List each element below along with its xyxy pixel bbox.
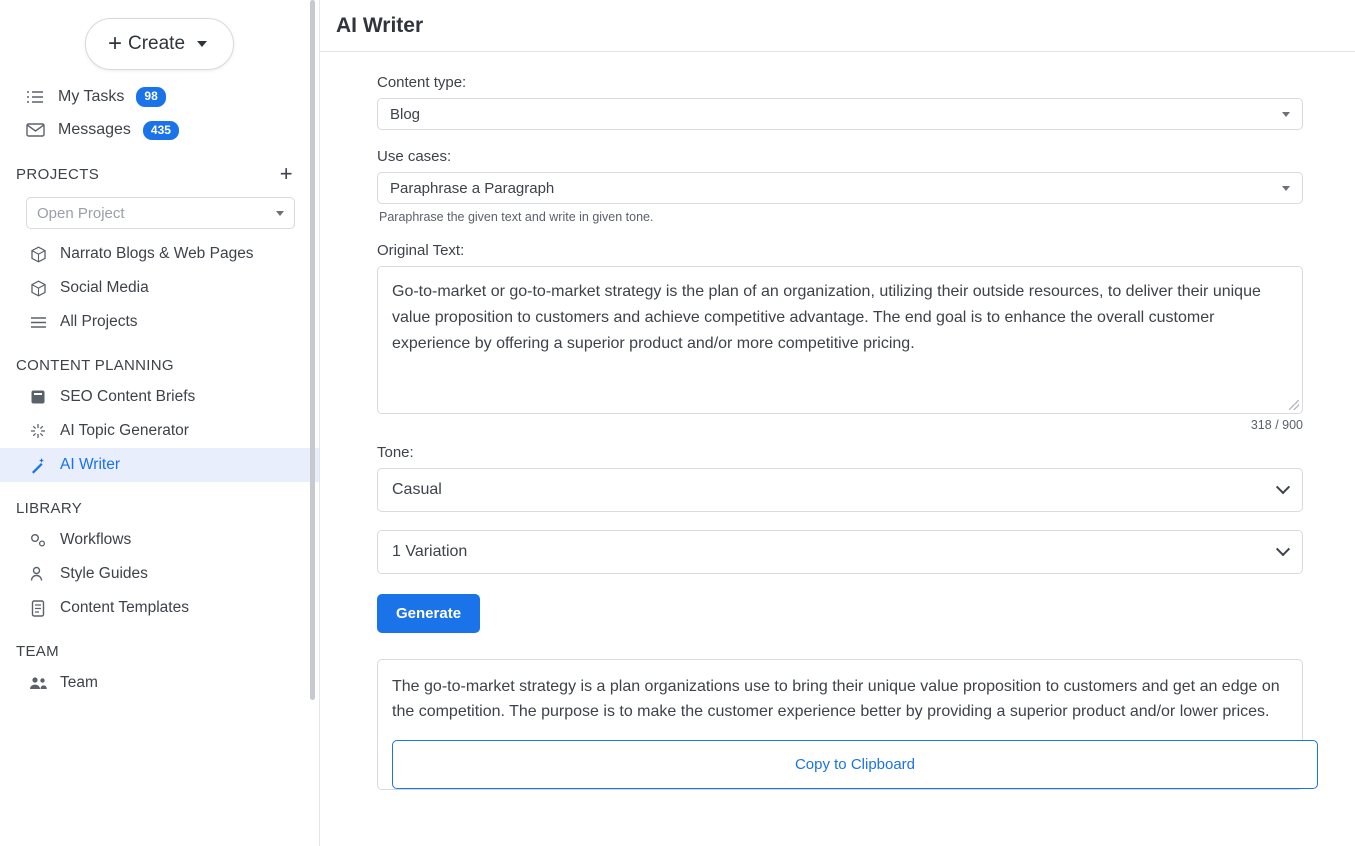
sidebar-item-ai-writer[interactable] bbox=[0, 448, 319, 482]
add-project-icon[interactable]: + bbox=[279, 161, 293, 187]
variation-select[interactable] bbox=[377, 530, 1303, 574]
sidebar-item-label: SEO Content Briefs bbox=[60, 388, 196, 406]
tasks-icon bbox=[24, 89, 46, 105]
use-cases-help-text: Paraphrase the given text and write in given tone. bbox=[379, 210, 654, 224]
cube-icon bbox=[28, 246, 48, 263]
sidebar-item-workflows[interactable] bbox=[0, 523, 319, 557]
resize-handle[interactable] bbox=[1289, 400, 1299, 410]
sidebar-item-seo-content-briefs[interactable] bbox=[0, 380, 319, 414]
sidebar bbox=[0, 0, 320, 846]
gears-icon bbox=[28, 532, 48, 548]
cube-icon bbox=[28, 280, 48, 297]
sidebar-item-all-projects[interactable] bbox=[0, 305, 319, 339]
sidebar-item-my-tasks[interactable] bbox=[0, 80, 319, 114]
sidebar-item-label: My Tasks bbox=[58, 87, 125, 105]
magic-wand-icon bbox=[28, 457, 48, 474]
chevron-down-icon bbox=[1282, 186, 1290, 191]
create-button-label: Create bbox=[127, 33, 186, 54]
sidebar-item-label: Content Templates bbox=[60, 599, 189, 617]
original-text-label: Original Text: bbox=[377, 242, 465, 259]
template-icon bbox=[28, 600, 48, 617]
sidebar-item-label: AI Writer bbox=[60, 456, 120, 474]
document-icon bbox=[28, 389, 48, 405]
team-title: TEAM bbox=[16, 643, 59, 661]
sidebar-item-narrato-blogs[interactable] bbox=[0, 237, 319, 271]
create-button[interactable] bbox=[85, 18, 234, 70]
content-type-select[interactable] bbox=[377, 98, 1303, 130]
sidebar-item-messages[interactable] bbox=[0, 114, 319, 148]
sidebar-item-label: All Projects bbox=[60, 313, 138, 331]
page-title: AI Writer bbox=[336, 13, 424, 37]
tone-label: Tone: bbox=[377, 444, 414, 461]
generate-button[interactable]: Generate bbox=[377, 594, 480, 633]
content-type-label: Content type: bbox=[377, 74, 467, 91]
chevron-down-icon bbox=[1276, 542, 1290, 556]
person-pen-icon bbox=[28, 566, 48, 582]
library-title: LIBRARY bbox=[16, 500, 83, 518]
people-icon bbox=[28, 676, 48, 690]
sidebar-item-style-guides[interactable] bbox=[0, 557, 319, 591]
original-text-value: Go-to-market or go-to-market strategy is the plan of an organization, utilizing their outside resources, to deliver their unique value proposition to customers and achieve competitive advantage. The end goal is to enhance the overall customer experience by offering a superior product and/or more competitive pricing. bbox=[392, 283, 1261, 352]
sidebar-item-social-media[interactable] bbox=[0, 271, 319, 305]
copy-to-clipboard-button[interactable]: Copy to Clipboard bbox=[392, 740, 1318, 789]
content-planning-title: CONTENT PLANNING bbox=[16, 357, 174, 375]
chevron-down-icon bbox=[276, 211, 284, 216]
create-button-wrapper bbox=[0, 0, 319, 80]
my-tasks-badge: 98 bbox=[136, 87, 165, 107]
main-panel bbox=[320, 0, 1355, 846]
sidebar-scrollbar-track[interactable] bbox=[312, 0, 317, 846]
main-header bbox=[320, 0, 1355, 52]
use-cases-select[interactable] bbox=[377, 172, 1303, 204]
ai-writer-form bbox=[320, 52, 1355, 790]
sparkle-icon bbox=[28, 423, 48, 439]
envelope-icon bbox=[24, 123, 46, 137]
chevron-down-icon bbox=[1276, 480, 1290, 494]
chevron-down-icon bbox=[1282, 112, 1290, 117]
generated-result-text: The go-to-market strategy is a plan organizations use to bring their unique value proposition to customers and get an edge on the competition. The purpose is to make the customer experience better by providing a superior product and/or lower prices. bbox=[392, 678, 1280, 720]
open-project-placeholder: Open Project bbox=[37, 204, 125, 222]
sidebar-item-label: Messages bbox=[58, 121, 131, 139]
sidebar-item-team[interactable] bbox=[0, 666, 319, 700]
plus-icon: + bbox=[107, 30, 122, 57]
sidebar-item-content-templates[interactable] bbox=[0, 591, 319, 625]
sidebar-item-label: Social Media bbox=[60, 279, 149, 297]
list-icon bbox=[28, 316, 48, 329]
tone-value: Casual bbox=[392, 481, 442, 498]
original-text-input[interactable] bbox=[377, 266, 1303, 414]
sidebar-item-label: Workflows bbox=[60, 531, 132, 549]
use-cases-value: Paraphrase a Paragraph bbox=[390, 179, 555, 197]
open-project-select[interactable] bbox=[26, 197, 295, 229]
use-cases-label: Use cases: bbox=[377, 148, 452, 165]
generated-result-box bbox=[377, 659, 1303, 790]
sidebar-item-ai-topic-generator[interactable] bbox=[0, 414, 319, 448]
sidebar-item-label: Narrato Blogs & Web Pages bbox=[60, 245, 254, 263]
projects-title: PROJECTS bbox=[16, 165, 100, 183]
messages-badge: 435 bbox=[143, 121, 179, 141]
sidebar-item-label: Style Guides bbox=[60, 565, 148, 583]
sidebar-scrollbar-thumb[interactable] bbox=[310, 0, 315, 700]
content-type-value: Blog bbox=[390, 105, 421, 123]
variation-value: 1 Variation bbox=[392, 543, 468, 560]
tone-select[interactable] bbox=[377, 468, 1303, 512]
sidebar-item-label: AI Topic Generator bbox=[60, 422, 189, 440]
character-counter: 318 / 900 bbox=[1250, 418, 1303, 432]
sidebar-item-label: Team bbox=[60, 674, 98, 692]
projects-section-header bbox=[0, 147, 319, 193]
chevron-down-icon bbox=[197, 41, 207, 47]
